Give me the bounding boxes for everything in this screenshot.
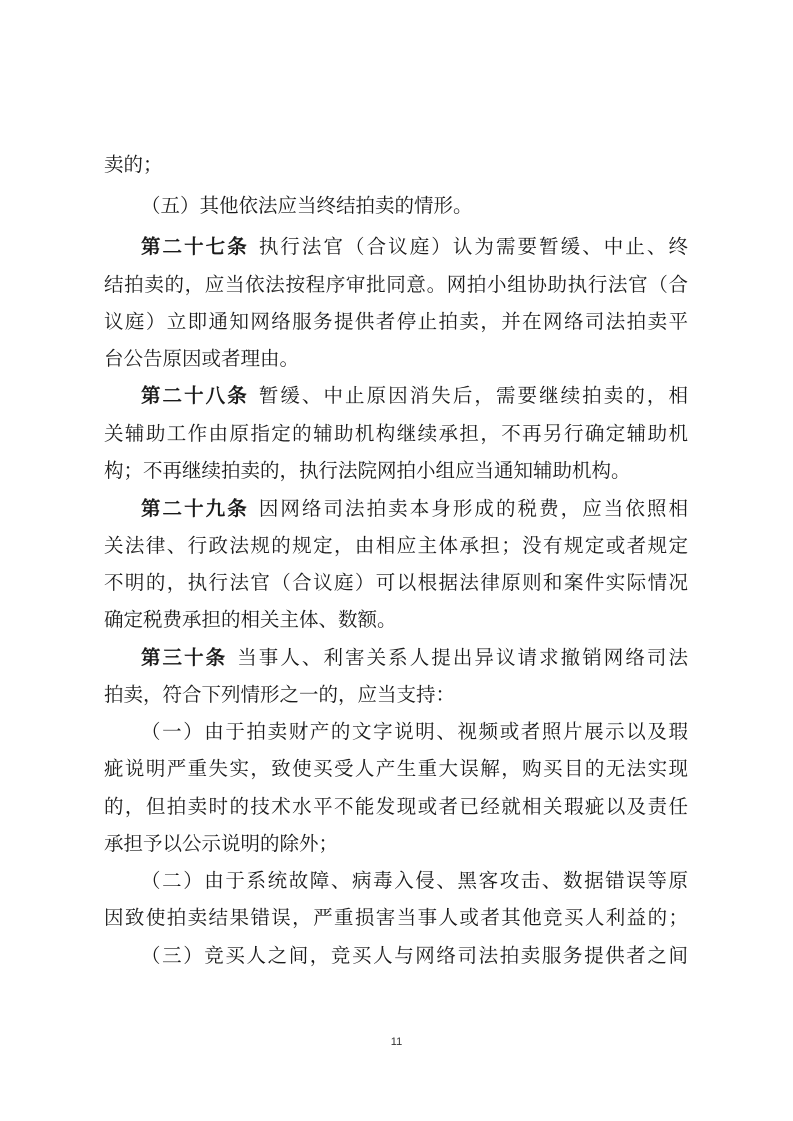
- article-30-line: 第三十条 当事人、利害关系人提出异议请求撤销网络司法: [141, 646, 688, 669]
- text-line: 卖的；: [104, 153, 163, 176]
- page-number: 11: [390, 1036, 403, 1048]
- text-line: 关法律、行政法规的规定，由相应主体承担；没有规定或者规定: [104, 534, 688, 557]
- article-heading: 第二十八条: [141, 384, 249, 407]
- text-line: 不明的，执行法官（合议庭）可以根据法律原则和案件实际情况: [104, 571, 688, 594]
- text-line: 拍卖，符合下列情形之一的，应当支持：: [104, 683, 456, 706]
- article-heading: 第二十九条: [141, 497, 249, 520]
- list-item-line: （三）竞买人之间，竞买人与网络司法拍卖服务提供者之间: [141, 944, 688, 967]
- text-line: 结拍卖的，应当依法按程序审批同意。网拍小组协助执行法官（合: [104, 273, 688, 296]
- text-line: 确定税费承担的相关主体、数额。: [104, 608, 397, 631]
- list-item-line: （二）由于系统故障、病毒入侵、黑客攻击、数据错误等原: [141, 869, 688, 892]
- text-line: 关辅助工作由原指定的辅助机构继续承担，不再另行确定辅助机: [104, 422, 688, 445]
- text-line: 台公告原因或者理由。: [104, 347, 300, 370]
- text-line: 因致使拍卖结果错误，严重损害当事人或者其他竞买人利益的；: [104, 906, 688, 929]
- article-29-line: 第二十九条 因网络司法拍卖本身形成的税费，应当依照相: [141, 497, 688, 520]
- list-item-line: （一）由于拍卖财产的文字说明、视频或者照片展示以及瑕: [141, 720, 688, 743]
- text-line: （五）其他依法应当终结拍卖的情形。: [141, 194, 473, 217]
- text-line: 构；不再继续拍卖的，执行法院网拍小组应当通知辅助机构。: [104, 459, 631, 482]
- text-line: 的，但拍卖时的技术水平不能发现或者已经就相关瑕疵以及责任: [104, 795, 688, 818]
- text-line: 承担予以公示说明的除外；: [104, 832, 339, 855]
- text-line: 疵说明严重失实，致使买受人产生重大误解，购买目的无法实现: [104, 757, 688, 780]
- text-line: 议庭）立即通知网络服务提供者停止拍卖，并在网络司法拍卖平: [104, 310, 688, 333]
- article-heading: 第三十条: [141, 646, 228, 669]
- article-heading: 第二十七条: [141, 235, 249, 258]
- article-27-line: 第二十七条 执行法官（合议庭）认为需要暂缓、中止、终: [141, 235, 688, 258]
- article-28-line: 第二十八条 暂缓、中止原因消失后，需要继续拍卖的，相: [141, 384, 688, 407]
